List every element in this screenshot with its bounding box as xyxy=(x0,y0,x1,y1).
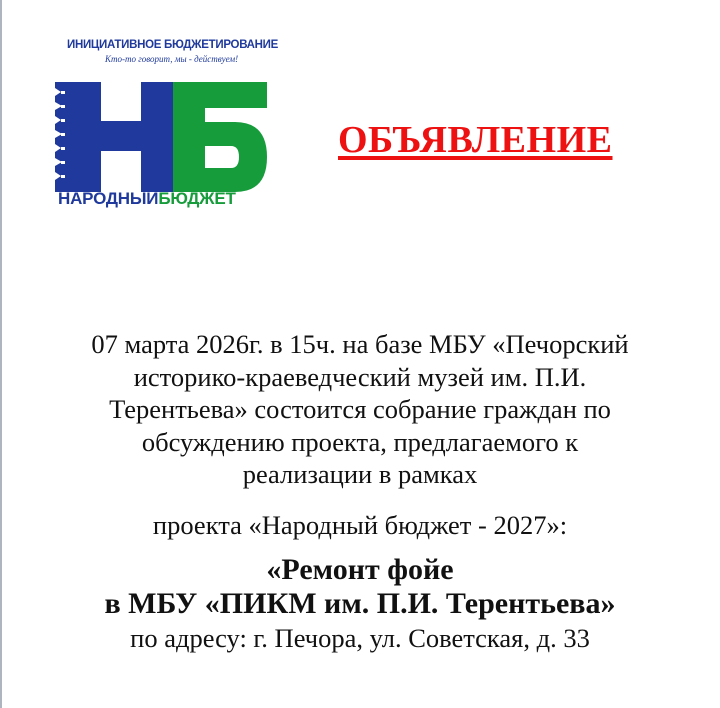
narodny-budget-logo xyxy=(55,35,285,215)
program-line: проекта «Народный бюджет - 2027»: xyxy=(152,510,568,540)
paragraph-line: историко-краеведческий музей им. П.И. xyxy=(133,361,587,392)
paragraph-line: реализации в рамках xyxy=(242,459,478,489)
logo-word-budget: БЮДЖЕТ xyxy=(158,189,236,208)
nb-logo-mark-icon xyxy=(55,82,267,192)
logo-bottom-text xyxy=(58,189,236,209)
logo-slogan: Кто-то говорит, мы - действуем! xyxy=(105,54,239,64)
project-title-line: «Ремонт фойе xyxy=(266,553,454,586)
project-title xyxy=(0,553,720,621)
address-line: по адресу: г. Печора, ул. Советская, д. 33 xyxy=(130,623,590,653)
paragraph-line: Терентьева» состоится собрание граждан по xyxy=(109,394,611,424)
announcement-headline: ОБЪЯВЛЕНИЕ xyxy=(338,119,613,161)
announcement-paragraph xyxy=(0,328,720,491)
project-title-line: в МБУ «ПИКМ им. П.И. Терентьева» xyxy=(104,587,616,620)
logo-top-text: ИНИЦИАТИВНОЕ БЮДЖЕТИРОВАНИЕ xyxy=(67,39,278,51)
logo-word-narodny: НАРОДНЫЙ xyxy=(58,189,159,208)
paragraph-line: 07 марта 2026г. в 15ч. на базе МБУ «Печорский xyxy=(91,329,629,359)
paragraph-line: обсуждению проекта, предлагаемого к xyxy=(141,426,579,457)
